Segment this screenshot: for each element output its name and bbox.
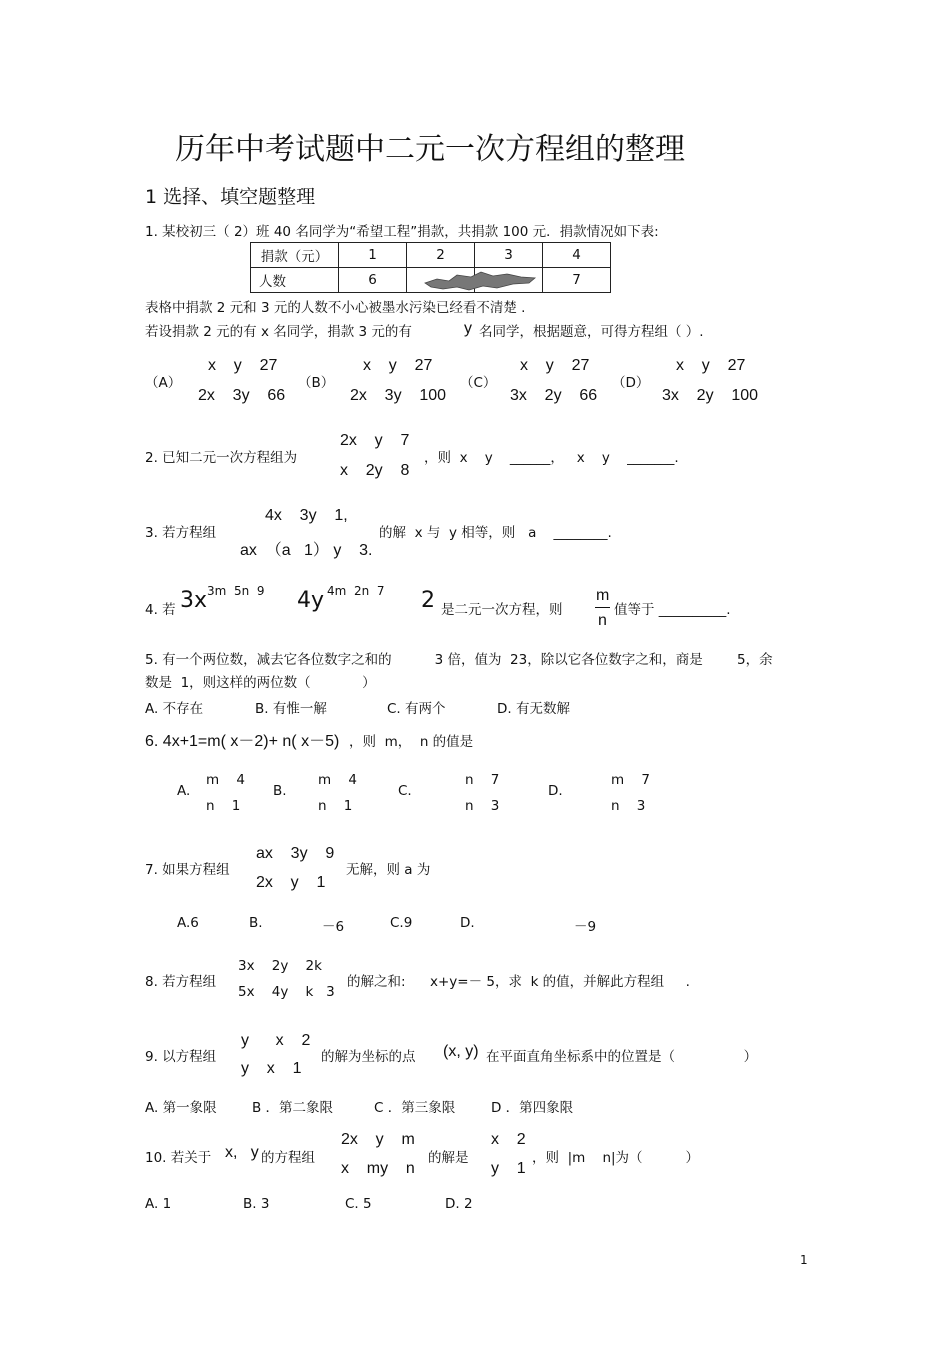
q1-option-a-label: （A） xyxy=(145,375,182,391)
q10-sol1: x 2 xyxy=(491,1131,526,1148)
q4-exponent-y: 4m 2n 7 xyxy=(327,584,385,598)
q1-option-b-eq1: x y 27 xyxy=(363,357,433,374)
q6-option-b-label: B. xyxy=(273,783,287,799)
q6-tail: ，则 m， n 的值是 xyxy=(349,734,474,750)
q2-tail: ，则 x y ______， x y _______. xyxy=(424,450,679,466)
q1-option-d-eq2: 3x 2y 100 xyxy=(662,387,759,404)
section-heading: 1 选择、填空题整理 xyxy=(145,186,316,208)
q5-option-b: B. 有惟一解 xyxy=(255,701,327,717)
q5-option-c: C. 有两个 xyxy=(387,701,446,717)
q1-option-a-eq2: 2x 3y 66 xyxy=(198,387,286,404)
q10-vars: x, y xyxy=(225,1144,259,1161)
q6-option-d-eq2: n 3 xyxy=(611,798,646,814)
q4-tail2: 值等于 __________. xyxy=(614,602,731,618)
q5-stem-line1: 5. 有一个两位数，减去它各位数字之和的 3 倍，值为 23，除以它各位数字之和，商是 5，余 xyxy=(145,652,773,668)
q9-option-c: C ．第三象限 xyxy=(374,1100,456,1116)
q8-eq1: 3x 2y 2k xyxy=(238,958,322,974)
q6-option-a-eq1: m 4 xyxy=(206,772,245,788)
q4-tail1: 是二元一次方程，则 xyxy=(441,602,563,618)
page-number: 1 xyxy=(800,1253,808,1267)
q9-eq1: y x 2 xyxy=(241,1032,311,1049)
q9-option-a: A. 第一象限 xyxy=(145,1100,217,1116)
q10-solution-label: 的解是 xyxy=(428,1150,469,1166)
q4-stem: 4. 若 xyxy=(145,602,176,618)
q4-term-3x: 3x xyxy=(180,588,208,613)
q2-eq1: 2x y 7 xyxy=(340,432,410,449)
q8-tail2: x+y=－ 5，求 k 的值，并解此方程组 . xyxy=(430,974,690,990)
q10-tail: ，则 |m n|为（ ） xyxy=(532,1150,699,1166)
q10-option-c: C. 5 xyxy=(345,1196,372,1212)
q7-eq1: ax 3y 9 xyxy=(256,845,335,862)
q1-question-var: y xyxy=(464,320,472,337)
table-cell: 3 xyxy=(475,243,543,268)
q10-stem: 10. 若关于 xyxy=(145,1150,212,1166)
q7-eq2: 2x y 1 xyxy=(256,874,326,891)
q6-option-d-eq1: m 7 xyxy=(611,772,650,788)
q10-eq1: 2x y m xyxy=(341,1131,415,1148)
q1-option-b-label: （B） xyxy=(298,375,335,391)
table-cell: 人数 xyxy=(251,268,339,293)
fraction-bar xyxy=(595,607,610,608)
q1-stem: 1. 某校初三（ 2）班 40 名同学为“希望工程”捐款，共捐款 100 元．捐款情况如下表: xyxy=(145,224,659,240)
table-cell: 6 xyxy=(339,268,407,293)
q8-eq2: 5x 4y k 3 xyxy=(238,984,335,1000)
q7-option-b-label: B. xyxy=(249,915,263,931)
q6-option-c-label: C. xyxy=(398,783,412,799)
q7-option-d-value: －9 xyxy=(574,919,597,935)
q10-mid: 的方程组 xyxy=(261,1150,315,1166)
q10-option-d: D. 2 xyxy=(445,1196,473,1212)
q4-frac-den: n xyxy=(598,612,607,629)
table-cell: 7 xyxy=(543,268,611,293)
q6-option-a-eq2: n 1 xyxy=(206,798,241,814)
q5-option-d: D. 有无数解 xyxy=(497,701,570,717)
q1-option-d-eq1: x y 27 xyxy=(676,357,746,374)
q3-eq2: ax （a 1） y 3. xyxy=(240,542,373,559)
q9-stem: 9. 以方程组 xyxy=(145,1049,217,1065)
q8-tail1: 的解之和: xyxy=(347,974,406,990)
q9-eq2: y x 1 xyxy=(241,1060,302,1077)
q6-option-b-eq2: n 1 xyxy=(318,798,353,814)
q9-option-b: B ．第二象限 xyxy=(252,1100,334,1116)
q9-option-d: D ．第四象限 xyxy=(491,1100,574,1116)
q9-tail2: 在平面直角坐标系中的位置是（ ） xyxy=(486,1049,758,1065)
q4-exponent-x: 3m 5n 9 xyxy=(207,584,265,598)
q10-option-b: B. 3 xyxy=(243,1196,270,1212)
q6-option-c-eq2: n 3 xyxy=(465,798,500,814)
table-row xyxy=(251,243,611,268)
q2-eq2: x 2y 8 xyxy=(340,462,410,479)
page-title: 历年中考试题中二元一次方程组的整理 xyxy=(175,132,685,167)
q3-eq1: 4x 3y 1, xyxy=(265,507,348,524)
q1-question-part2: 名同学，根据题意，可得方程组（ ）. xyxy=(479,324,704,340)
q5-stem-line2: 数是 1，则这样的两位数（ ） xyxy=(145,675,376,691)
q1-note: 表格中捐款 2 元和 3 元的人数不小心被墨水污染已经看不清楚 . xyxy=(145,300,526,316)
q1-option-b-eq2: 2x 3y 100 xyxy=(350,387,447,404)
q6-option-b-eq1: m 4 xyxy=(318,772,357,788)
q10-eq2: x my n xyxy=(341,1160,415,1177)
table-cell: 2 xyxy=(407,243,475,268)
q1-question-part1: 若设捐款 2 元的有 x 名同学，捐款 3 元的有 xyxy=(145,324,412,340)
q7-option-c: C.9 xyxy=(390,915,413,931)
q5-option-a: A. 不存在 xyxy=(145,701,204,717)
table-cell: 捐款（元） xyxy=(251,243,339,268)
q4-constant: 2 xyxy=(421,588,435,613)
q7-tail: 无解，则 a 为 xyxy=(346,862,431,878)
table-cell: 1 xyxy=(339,243,407,268)
q1-option-a-eq1: x y 27 xyxy=(208,357,278,374)
q1-option-d-label: （D） xyxy=(612,375,650,391)
q7-option-a: A.6 xyxy=(177,915,199,931)
q1-option-c-eq1: x y 27 xyxy=(520,357,590,374)
table-cell: 4 xyxy=(543,243,611,268)
q3-tail: 的解 x 与 y 相等，则 a ________. xyxy=(379,525,612,541)
q6-stem: 6. 4x+1=m( x－2)+ n( x－5) xyxy=(145,733,340,750)
q4-term-4y: 4y xyxy=(297,588,325,613)
q2-stem: 2. 已知二元一次方程组为 xyxy=(145,450,298,466)
ink-blot-icon xyxy=(423,269,541,295)
q8-stem: 8. 若方程组 xyxy=(145,974,217,990)
q7-stem: 7. 如果方程组 xyxy=(145,862,230,878)
q7-option-d-label: D. xyxy=(460,915,475,931)
q1-option-c-eq2: 3x 2y 66 xyxy=(510,387,598,404)
q7-option-b-value: －6 xyxy=(322,919,345,935)
q6-option-a-label: A. xyxy=(177,783,191,799)
q6-option-d-label: D. xyxy=(548,783,563,799)
q10-option-a: A. 1 xyxy=(145,1196,172,1212)
q9-point: (x, y) xyxy=(443,1043,479,1060)
q4-frac-num: m xyxy=(596,587,610,604)
q10-sol2: y 1 xyxy=(491,1160,526,1177)
q1-option-c-label: （C） xyxy=(460,375,497,391)
q6-option-c-eq1: n 7 xyxy=(465,772,500,788)
q9-tail1: 的解为坐标的点 xyxy=(321,1049,416,1065)
q3-stem: 3. 若方程组 xyxy=(145,525,217,541)
